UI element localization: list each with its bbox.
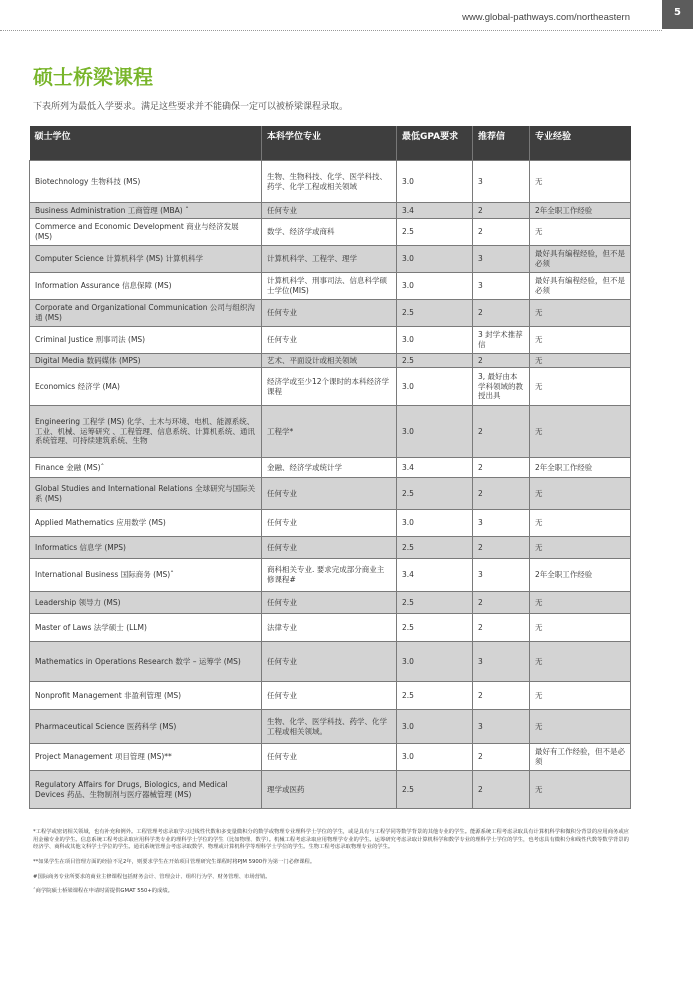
major-cell: 任何专业 [262, 642, 397, 682]
table-row [30, 682, 631, 710]
recommendation-cell: 2 [473, 203, 530, 219]
degree-cell: Commerce and Economic Development 商业与经济发展 (MS) [30, 219, 262, 246]
gpa-cell: 2.5 [397, 300, 473, 327]
recommendation-cell: 3 [473, 710, 530, 744]
table-row [30, 406, 631, 458]
degree-cell: Corporate and Organizational Communication 公司与组织沟通 (MS) [30, 300, 262, 327]
gpa-cell: 2.5 [397, 478, 473, 510]
degree-cell: Project Management 项目管理 (MS)** [30, 744, 262, 771]
recommendation-cell: 2 [473, 682, 530, 710]
table-row [30, 642, 631, 682]
footnote-engineering: *工程学或密切相关领域，也有补充和例外。工程管理考虑录取学习过线性代数和多变量微积分的数学或物理专业理科学士学位的学生，或是具有与工程学同等数学背景的其他专业的学生。能源系统工程考虑录取具有计算机科学和微积分背景的应用商务或应用金融专业的学生。信息系统工程考虑录取应用科学类专业的理科学士学位的学生（比如物理、数学）。机械工程考虑录取应用物理学专业的学生。运筹研究考虑录取计算机科学和数学专业的理科学士学位的学生，也考虑具有微积分和线性代数等数学背景的经济学、商科或其他文科学士学位的学生。通讯系统管理会考虑录取数学、物理或计算机科学等理科学士学位的学生。生物工程考虑录取物理专业的学生。 [33, 829, 629, 851]
experience-cell: 无 [530, 327, 631, 354]
degree-cell: Regulatory Affairs for Drugs, Biologics, and Medical Devices 药品、生物制剂与医疗器械管理 (MS) [30, 771, 262, 809]
column-header-degree: 硕士学位 [30, 126, 262, 161]
recommendation-cell: 3 [473, 559, 530, 592]
major-cell: 生物、生物科技、化学、医学科技、药学、化学工程或相关领域 [262, 161, 397, 203]
gpa-cell: 2.5 [397, 219, 473, 246]
major-cell: 法律专业 [262, 614, 397, 642]
gpa-cell: 3.0 [397, 510, 473, 537]
gpa-cell: 3.0 [397, 642, 473, 682]
recommendation-cell: 2 [473, 614, 530, 642]
recommendation-cell: 2 [473, 537, 530, 559]
experience-cell: 无 [530, 642, 631, 682]
table-row [30, 203, 631, 219]
table-row [30, 327, 631, 354]
experience-cell: 无 [530, 219, 631, 246]
recommendation-cell: 2 [473, 771, 530, 809]
degree-cell: Applied Mathematics 应用数学 (MS) [30, 510, 262, 537]
table-row [30, 510, 631, 537]
major-cell: 任何专业 [262, 592, 397, 614]
column-header-recommendation: 推荐信 [473, 126, 530, 161]
experience-cell: 无 [530, 368, 631, 406]
gpa-cell: 2.5 [397, 354, 473, 368]
experience-cell: 最好具有编程经验，但不是必须 [530, 273, 631, 300]
footnote-project-management: **如果学生在项目管理方面的经验不足2年，则要求学生在开始项目管理研究生课程时将PJM 5900作为第一门必修课程。 [33, 859, 316, 866]
column-header-major: 本科学位专业 [262, 126, 397, 161]
recommendation-cell: 3 [473, 510, 530, 537]
experience-cell: 2年全职工作经验 [530, 559, 631, 592]
degree-cell: Criminal Justice 刑事司法 (MS) [30, 327, 262, 354]
recommendation-cell: 3 [473, 273, 530, 300]
recommendation-cell: 2 [473, 219, 530, 246]
recommendation-cell: 2 [473, 300, 530, 327]
major-cell: 计算机科学、工程学、理学 [262, 246, 397, 273]
gpa-cell: 3.0 [397, 246, 473, 273]
table-row [30, 592, 631, 614]
degree-cell: Nonprofit Management 非盈利管理 (MS) [30, 682, 262, 710]
table-row [30, 219, 631, 246]
table-row [30, 559, 631, 592]
major-cell: 任何专业 [262, 537, 397, 559]
table-row [30, 354, 631, 368]
page-title: 硕士桥梁课程 [33, 65, 153, 89]
table-row [30, 458, 631, 478]
page-number-badge: 5 [662, 0, 693, 29]
experience-cell: 最好具有编程经验，但不是必须 [530, 246, 631, 273]
footnote-business-school: ˆ商学院硕士桥梁课程在申请时需提供GMAT 550+的成绩。 [33, 888, 173, 895]
page-subtitle: 下表所列为最低入学要求。满足这些要求并不能确保一定可以被桥梁课程录取。 [33, 102, 349, 112]
degree-cell: Global Studies and International Relations 全球研究与国际关系 (MS) [30, 478, 262, 510]
experience-cell: 无 [530, 406, 631, 458]
experience-cell: 无 [530, 300, 631, 327]
degree-cell: Finance 金融 (MS)ˆ [30, 458, 262, 478]
table-row [30, 300, 631, 327]
degree-cell: Engineering 工程学 (MS) 化学、土木与环境、电机、能源系统、工业、机械、运筹研究 、工程管理、信息系统、计算机系统、通讯系统管理、可持续建筑系统、生物 [30, 406, 262, 458]
experience-cell: 无 [530, 354, 631, 368]
recommendation-cell: 3 [473, 161, 530, 203]
gpa-cell: 3.4 [397, 203, 473, 219]
recommendation-cell: 2 [473, 354, 530, 368]
table-row [30, 246, 631, 273]
degree-cell: Business Administration 工商管理 (MBA) ˆ [30, 203, 262, 219]
table-row [30, 771, 631, 809]
recommendation-cell: 2 [473, 458, 530, 478]
recommendation-cell: 3 [473, 246, 530, 273]
recommendation-cell: 2 [473, 744, 530, 771]
gpa-cell: 3.0 [397, 161, 473, 203]
major-cell: 经济学或至少12个课时的本科经济学课程 [262, 368, 397, 406]
gpa-cell: 2.5 [397, 537, 473, 559]
major-cell: 计算机科学、刑事司法、信息科学硕士学位(MIS) [262, 273, 397, 300]
gpa-cell: 2.5 [397, 592, 473, 614]
requirements-table [29, 126, 631, 809]
experience-cell: 无 [530, 710, 631, 744]
major-cell: 任何专业 [262, 300, 397, 327]
major-cell: 数学、经济学或商科 [262, 219, 397, 246]
table-row [30, 710, 631, 744]
gpa-cell: 3.0 [397, 273, 473, 300]
major-cell: 艺术、平面设计或相关领域 [262, 354, 397, 368]
major-cell: 金融、经济学或统计学 [262, 458, 397, 478]
major-cell: 任何专业 [262, 203, 397, 219]
experience-cell: 无 [530, 537, 631, 559]
degree-cell: Economics 经济学 (MA) [30, 368, 262, 406]
experience-cell: 无 [530, 682, 631, 710]
major-cell: 任何专业 [262, 510, 397, 537]
degree-cell: International Business 国际商务 (MS)ˆ [30, 559, 262, 592]
experience-cell: 无 [530, 510, 631, 537]
gpa-cell: 2.5 [397, 614, 473, 642]
experience-cell: 无 [530, 614, 631, 642]
recommendation-cell: 3 封学术推荐信 [473, 327, 530, 354]
gpa-cell: 3.0 [397, 710, 473, 744]
major-cell: 任何专业 [262, 744, 397, 771]
experience-cell: 无 [530, 478, 631, 510]
header-url: www.global-pathways.com/northeastern [462, 12, 630, 23]
recommendation-cell: 2 [473, 592, 530, 614]
degree-cell: Computer Science 计算机科学 (MS) 计算机科学 [30, 246, 262, 273]
gpa-cell: 3.0 [397, 368, 473, 406]
experience-cell: 无 [530, 592, 631, 614]
degree-cell: Mathematics in Operations Research 数学 – 运筹学 (MS) [30, 642, 262, 682]
experience-cell: 2年全职工作经验 [530, 458, 631, 478]
recommendation-cell: 3, 最好由本学科领域的教授出具 [473, 368, 530, 406]
footnote-international-business: #国际商务专业所要求的商业主修课程包括财务会计、管理会计、组织行为学、财务管理、市场营销。 [33, 873, 271, 880]
table-row [30, 744, 631, 771]
degree-cell: Digital Media 数码媒体 (MPS) [30, 354, 262, 368]
degree-cell: Informatics 信息学 (MPS) [30, 537, 262, 559]
table-header-row [30, 126, 631, 161]
major-cell: 任何专业 [262, 327, 397, 354]
degree-cell: Leadership 领导力 (MS) [30, 592, 262, 614]
table-row [30, 537, 631, 559]
table-row [30, 614, 631, 642]
table-row [30, 161, 631, 203]
major-cell: 理学或医药 [262, 771, 397, 809]
table-row [30, 478, 631, 510]
gpa-cell: 2.5 [397, 682, 473, 710]
recommendation-cell: 3 [473, 642, 530, 682]
table-row [30, 273, 631, 300]
gpa-cell: 3.4 [397, 458, 473, 478]
recommendation-cell: 2 [473, 406, 530, 458]
column-header-experience: 专业经验 [530, 126, 631, 161]
degree-cell: Information Assurance 信息保障 (MS) [30, 273, 262, 300]
column-header-gpa: 最低GPA要求 [397, 126, 473, 161]
major-cell: 生物、化学、医学科技、药学、化学工程或相关领域。 [262, 710, 397, 744]
footnotes [33, 829, 633, 903]
major-cell: 商科相关专业. 要求完成部分商业主修课程# [262, 559, 397, 592]
major-cell: 任何专业 [262, 478, 397, 510]
experience-cell: 2年全职工作经验 [530, 203, 631, 219]
gpa-cell: 3.0 [397, 744, 473, 771]
table-row [30, 368, 631, 406]
degree-cell: Master of Laws 法学硕士 (LLM) [30, 614, 262, 642]
major-cell: 任何专业 [262, 682, 397, 710]
experience-cell: 无 [530, 771, 631, 809]
experience-cell: 无 [530, 161, 631, 203]
major-cell: 工程学* [262, 406, 397, 458]
gpa-cell: 3.0 [397, 406, 473, 458]
gpa-cell: 3.0 [397, 327, 473, 354]
gpa-cell: 3.4 [397, 559, 473, 592]
gpa-cell: 2.5 [397, 771, 473, 809]
degree-cell: Biotechnology 生物科技 (MS) [30, 161, 262, 203]
experience-cell: 最好有工作经验，但不是必须 [530, 744, 631, 771]
degree-cell: Pharmaceutical Science 医药科学 (MS) [30, 710, 262, 744]
recommendation-cell: 2 [473, 478, 530, 510]
header-divider [0, 30, 662, 31]
